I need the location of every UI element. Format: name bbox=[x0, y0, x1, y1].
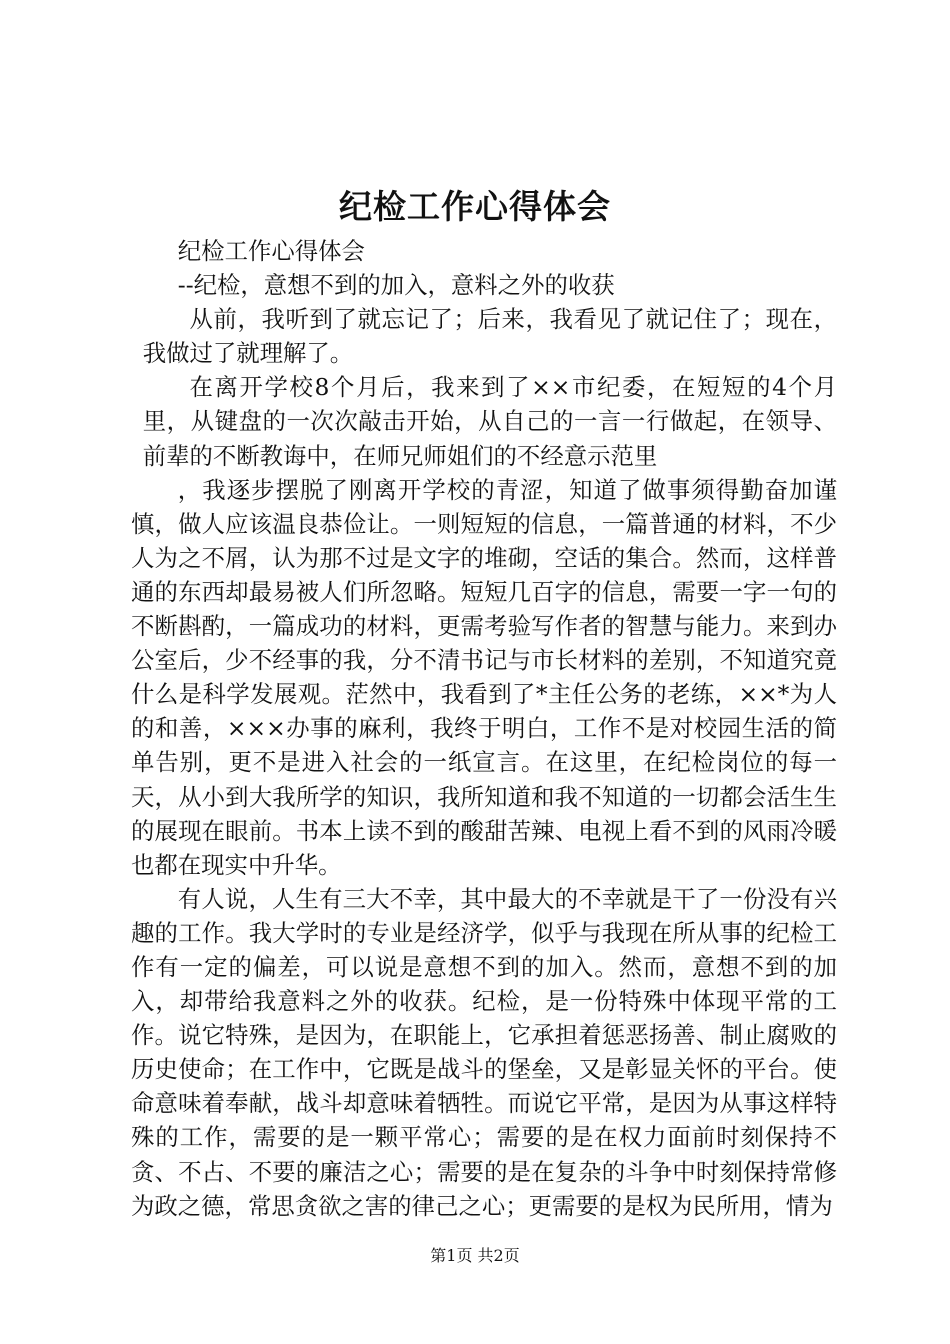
paragraph-subtitle: 纪检工作心得体会 bbox=[177, 237, 365, 265]
paragraph-arrival: 在离开学校8个月后，我来到了××市纪委，在短短的4个月里，从键盘的一次次敲击开始，从自己的一言一行做起，在领导、前辈的不断教诲中，在师兄师姐们的不经意示范里 bbox=[142, 373, 837, 470]
page-footer: 第1页 共2页 bbox=[430, 1246, 520, 1265]
paragraph-intro: 从前，我听到了就忘记了；后来，我看见了就记住了；现在，我做过了就理解了。 bbox=[142, 305, 837, 368]
paragraph-tagline: --纪检，意想不到的加入，意料之外的收获 bbox=[177, 271, 615, 300]
document-body bbox=[131, 234, 837, 1223]
paragraph-growth: ，我逐步摆脱了刚离开学校的青涩，知道了做事须得勤奋加谨慎，做人应该温良恭俭让。一则短短的信息，一篇普通的材料，不少人为之不屑，认为那不过是文字的堆砌，空话的集合。然而，这样普通的东西却最易被人们所忽略。短短几百字的信息，需要一字一句的不断斟酌，一篇成功的材料，更需考验写作者的智慧与能力。来到办公室后，少不经事的我，分不清书记与市长材料的差别，不知道究竟什么是科学发展观。茫然中，我看到了*主任公务的老练，××*为人的和善，×××办事的麻利，我终于明白，工作不是对校园生活的简单告别，更不是进入社会的一纸宣言。在这里，在纪检岗位的每一天，从小到大我所学的知识，我所知道和我不知道的一切都会活生生的展现在眼前。书本上读不到的酸甜苦辣、电视上看不到的风雨冷暖也都在现实中升华。 bbox=[131, 475, 837, 879]
document-title: 纪检工作心得体会 bbox=[339, 187, 611, 226]
paragraph-reflection: 有人说，人生有三大不幸，其中最大的不幸就是干了一份没有兴趣的工作。我大学时的专业是经济学，似乎与我现在所从事的纪检工作有一定的偏差，可以说是意想不到的加入。然而，意想不到的加入，却带给我意料之外的收获。纪检，是一份特殊中体现平常的工作。说它特殊，是因为，在职能上，它承担着惩恶扬善、制止腐败的历史使命；在工作中，它既是战斗的堡垒，又是彰显关怀的平台。使命意味着奉献，战斗却意味着牺牲。而说它平常，是因为从事这样特殊的工作，需要的是一颗平常心；需要的是在权力面前时刻保持不贪、不占、不要的廉洁之心；需要的是在复杂的斗争中时刻保持常修为政之德，常思贪欲之害的律己之心；更需要的是权为民所用，情为 bbox=[131, 884, 837, 1220]
